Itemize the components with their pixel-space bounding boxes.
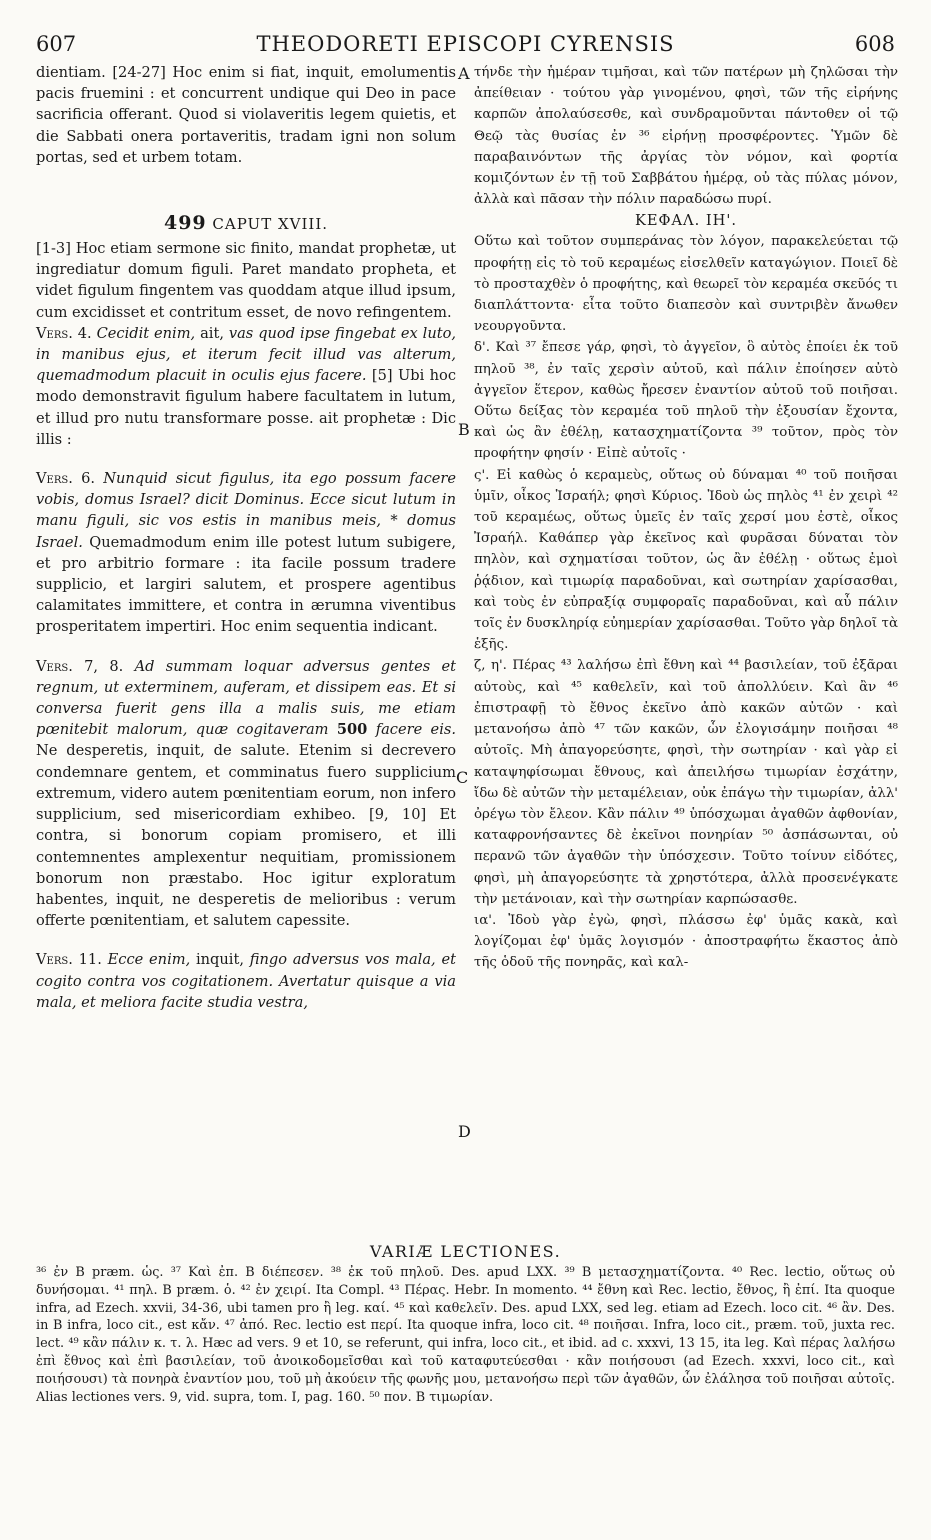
latin-chapter-heading — [36, 212, 456, 234]
greek-verse-4: δ'. Καὶ ³⁷ ἔπεσε γάρ, φησὶ, τὸ ἀγγεῖον, ὃ αὐτὸς ἐποίει ἐκ τοῦ πηλοῦ ³⁸, ἐν ταῖς χερσὶν αὐτοῦ, καὶ πάλιν ἐποίησεν αὐτὸ ἀγγεῖον ἕτερον, καθὼς ἤρεσεν ἐναντίον αὐτοῦ τοῦ ποιῆσαι. Οὕτω δείξας τὸν κεραμέα τοῦ πηλοῦ τὴν ἐξουσίαν ἔχοντα, καὶ ὡς ἂν ἐθέλῃ, κατασχηματίζοντα ³⁹ τοῦτον, πρὸς τὸν προφήτην φησίν · Εἰπὲ αὐτοῖς · — [474, 340, 898, 462]
greek-paragraph-2: Οὕτω καὶ τοῦτον συμπεράνας τὸν λόγον, παρακελεύεται τῷ προφήτῃ εἰς τὸ τοῦ κεραμέως εἰσελθεῖν καταγώγιον. Ποιεῖ δὲ τὸ προσταχθὲν ὁ προφήτης, καὶ θεωρεῖ τὸν κεραμέα σκεῦός τι διαπλάττοντα· εἶτα τοῦτο διαπεσὸν καὶ συντριβὲν ἄνωθεν νεουργοῦντα. — [474, 234, 898, 335]
verse-quote: Nunquid sicut figulus, ita ego possum facere vobis, domus Israel? dicit Dominus. Ecce sicut lutum in manu figuli, sic vos estis in manibus meis, * domus Israel. — [36, 470, 457, 551]
greek-paragraph-1: τήνδε τὴν ἡμέραν τιμῆσαι, καὶ τῶν πατέρων μὴ ζηλῶσαι τὴν ἀπείθειαν · τούτου γὰρ γινομένου, φησὶ, τῶν τῆς εἰρήνης καρπῶν ἀπολαύσεσθε, καὶ συνδραμοῦνται πάντοθεν οἱ τῷ Θεῷ τὰς θυσίας ἐν ³⁶ εἰρήνῃ προσφέροντες. Ὑμῶν δὲ παραβαινόντων τῆς ἀργίας τὸν νόμον, καὶ φορτία κομιζόντων ἐν τῇ τοῦ Σαββάτου ἡμέρᾳ, οὐ τὰς πύλας μόνον, ἀλλὰ καὶ πᾶσαν τὴν πόλιν παραδώσω πυρί. — [474, 65, 898, 208]
verse-text: ait, — [195, 324, 229, 342]
column-number-499: 499 — [163, 212, 207, 235]
verse-label: Vers. 11. — [36, 951, 102, 969]
latin-verse-4 — [36, 323, 456, 450]
chapter-title: CAPUT XVIII. — [212, 215, 329, 234]
verse-quote: Ad summam loquar adversus gentes et regnum, ut exterminem, auferam, et dissipem eas. Et si conversa fuerit gens illa a malis suis, me etiam pœnitebit malorum, quæ cogitaveram — [36, 657, 457, 739]
column-number-500: 500 — [336, 721, 368, 739]
page-number-left: 607 — [36, 32, 77, 56]
page-number-right: 608 — [854, 32, 895, 56]
verse-quote: Cecidit enim, — [96, 324, 196, 342]
greek-chapter-heading: ΚΕΦΑΛ. ΙΗ'. — [634, 212, 738, 230]
verse-quote: vas quod ipse fingebat ex luto, in manibus ejus, et iterum fecit illud vas alterum, quemadmodum placuit in oculis ejus facere. — [36, 324, 457, 385]
verse-label: Vers. 4. — [36, 324, 92, 342]
verse-commentary: Ne desperetis, inquit, de salute. Etenim si decrevero condemnare gentem, et comminatus fuero supplicium extremum, videro autem pœnitentiam eorum, non infero supplicium, sed misericordiam exhibeo. [9, 10] Et contra, si bonorum copiam promisero, et illi contemnentes amplexentur nequitiam, promissionem bonorum non præstabo. Hoc igitur exploratum habentes, inquit, ne desperetis de melioribus : verum offerte pœnitentiam, et salutem capessite. — [36, 742, 456, 930]
greek-verse-6: ς'. Εἰ καθὼς ὁ κεραμεὺς, οὕτως οὐ δύναμαι ⁴⁰ τοῦ ποιῆσαι ὑμῖν, οἶκος Ἰσραήλ; φησὶ Κύριος. Ἰδοὺ ὡς πηλὸς ⁴¹ ἐν χειρὶ ⁴² τοῦ κεραμέως, οὕτως ὑμεῖς ἐν ταῖς χερσί μου ἐστὲ, οἶκος Ἰσραήλ. Καθάπερ γὰρ ἐκεῖνος καὶ φυρᾶσαι δύναται τὸν πηλὸν, καὶ σχηματίσαι τοῦτον, ὡς ἂν ἐθέλῃ · οὕτως ἐμοὶ ῥᾴδιον, καὶ τιμωρίᾳ παραδοῦναι, καὶ σωτηρίαν χαρίσασθαι, καὶ τοὺς ἐν εὐπραξίᾳ συμφοραῖς παραδοῦναι, καὶ αὖ πάλιν τοῖς ἐν δυσκληρίᾳ εὐημερίαν χαρίσασθαι. Τοῦτο γὰρ δηλοῖ τὰ ἑξῆς. — [474, 467, 898, 653]
latin-verse-6 — [36, 468, 456, 638]
verse-label: Vers. 6. — [36, 470, 96, 488]
verse-quote: Ecce enim, — [107, 951, 191, 969]
verse-commentary: [5] Ubi hoc modo demonstravit figulum habere facultatem in lutum, et illud pro nutu transformare posse. ait prophetæ : Dic illis : — [36, 367, 456, 448]
margin-letter-a: A — [458, 64, 470, 83]
latin-column — [36, 62, 456, 1013]
variae-lectiones-notes: ³⁶ ἐν B præm. ὡς. ³⁷ Καὶ ἐπ. B διέπεσεν. ³⁸ ἐκ τοῦ πηλοῦ. Des. apud LXX. ³⁹ B μετασχηματίζοντα. ⁴⁰ Rec. lectio, οὕτως οὐ δυνήσομαι. ⁴¹ πηλ. B præm. ὁ. ⁴² ἐν χειρί. Ita Compl. ⁴³ Πέρας. Hebr. In momento. ⁴⁴ ἔθνη καὶ Rec. lectio, ἔθνος, ἢ ἐπί. Ita quoque infra, ad Ezech. xxvii, 34-36, ubi tamen pro ἢ leg. καί. ⁴⁵ καὶ καθελεῖν. Des. apud LXX, sed leg. etiam ad Ezech. loco cit. ⁴⁶ ἂν. Des. in B infra, loco cit., est κἄν. ⁴⁷ ἀπό. Rec. lectio est περί. Ita quoque infra, loco cit. ⁴⁸ ποιῆσαι. Infra, loco cit., præm. τοῦ, juxta rec. lect. ⁴⁹ κἂν πάλιν κ. τ. λ. Hæc ad vers. 9 et 10, se referunt, qui infra, loco cit., et ibid. ad c. xxxvi, 13 15, ita leg. Καὶ πέρας λαλήσω ἐπὶ ἔθνος καὶ ἐπὶ βασιλείαν, τοῦ ἀνοικοδομεῖσθαι καὶ τοῦ καταφυτεύεσθαι · κἂν ποιήσουσι (ad Ezech. xxxvi, loco cit., καὶ ποιήσουσι) τὰ πονηρὰ ἐναντίον μου, τοῦ μὴ ἀκούειν τῆς φωνῆς μου, μετανοήσω περὶ τῶν ἀγαθῶν, ὧν ἐλάλησα τοῦ ποιῆσαι αὐτοῖς. Alias lectiones vers. 9, vid. supra, tom. I, pag. 160. ⁵⁰ πον. B τιμωρίαν. — [36, 1265, 895, 1405]
latin-verse-11 — [36, 949, 456, 1013]
verse-quote: fingo adversus vos mala, et cogito contra vos cogitationem. Avertatur quisque a via mala, et meliora facite studia vestra, — [36, 951, 456, 1011]
latin-paragraph-1: dientiam. [24-27] Hoc enim si fiat, inquit, emolumentis pacis fruemini : et concurrent undique qui Deo in pace sacrificia offerant. Quod si violaveritis legem quietis, et die Sabbati onera portaveritis, tradam igni non solum portas, sed et urbem totam. — [36, 64, 456, 166]
verse-quote: facere eis. — [375, 721, 456, 739]
margin-letter-b: B — [458, 420, 470, 439]
verse-label: Vers. 7, 8. — [36, 657, 124, 675]
running-header — [36, 14, 895, 56]
greek-verse-7-8: ζ, η'. Πέρας ⁴³ λαλήσω ἐπὶ ἔθνη καὶ ⁴⁴ βασιλείαν, τοῦ ἐξᾶραι αὐτοὺς, καὶ ⁴⁵ καθελεῖν, καὶ τοῦ ἀπολλύειν. Καὶ ἂν ⁴⁶ ἐπιστραφῇ τὸ ἔθνος ἐκεῖνο ἀπὸ κακῶν αὐτῶν · καὶ μετανοήσω ἀπὸ ⁴⁷ τῶν κακῶν, ὧν ἐλογισάμην ποιῆσαι ⁴⁸ αὐτοῖς. Μὴ ἀπαγορεύσητε, φησὶ, τὴν σωτηρίαν · καὶ γὰρ εἰ καταψηφίσωμαι ἔθνους, καὶ ἀπειλήσω τιμωρίαν ἐσχάτην, ἴδω δὲ αὐτῶν τὴν μεταμέλειαν, οὐκ ἐπάγω τὴν τιμωρίαν, ἀλλ' ὀρέγω τὸν ἔλεον. Κἂν πάλιν ⁴⁹ ὑπόσχωμαι ἀγαθῶν ἀφθονίαν, καταφρονήσαντες δὲ ἐκεῖνοι πονηρίαν ⁵⁰ ἀσπάσωνται, οὐ περανῶ τῶν ἀγαθῶν τὴν ὑπόσχεσιν. Τοῦτο τοίνυν εἰδότες, φησὶ, μὴ ἀπαγορεύσητε τὰ χρηστότερα, ἀλλὰ προσενέγκατε τὴν μετάνοιαν, καὶ τὴν σωτηρίαν καρπώσασθε. — [474, 658, 898, 907]
latin-verse-7-8 — [36, 656, 456, 932]
verse-text: inquit, — [190, 951, 250, 969]
running-title: THEODORETI EPISCOPI CYRENSIS — [256, 32, 675, 56]
greek-column — [474, 62, 898, 974]
verse-commentary: Quemadmodum enim ille potest lutum subigere, et pro arbitrio formare : ita facile possum tradere supplicio, et largiri salutem, et prospere agentibus calamitates immittere, et contra in ærumna viventibus prosperitatem impertiri. Hoc enim sequentia indicant. — [36, 533, 456, 636]
margin-letter-c: C — [456, 768, 469, 787]
latin-paragraph-2: [1-3] Hoc etiam sermone sic finito, mandat prophetæ, ut ingrediatur domum figuli. Paret mandato propheta, et videt figulum fingentem vas quoddam atque illud ipsum, cum excidisset et contritum esset, de novo refingentem. — [36, 240, 456, 321]
greek-verse-11: ια'. Ἰδοὺ γὰρ ἐγὼ, φησὶ, πλάσσω ἐφ' ὑμᾶς κακὰ, καὶ λογίζομαι ἐφ' ὑμᾶς λογισμόν · ἀποστραφήτω ἕκαστος ἀπὸ τῆς ὁδοῦ τῆς πονηρᾶς, καὶ καλ- — [474, 912, 898, 971]
margin-letter-d: D — [458, 1122, 471, 1141]
variae-lectiones-title: VARIÆ LECTIONES. — [369, 1242, 562, 1261]
